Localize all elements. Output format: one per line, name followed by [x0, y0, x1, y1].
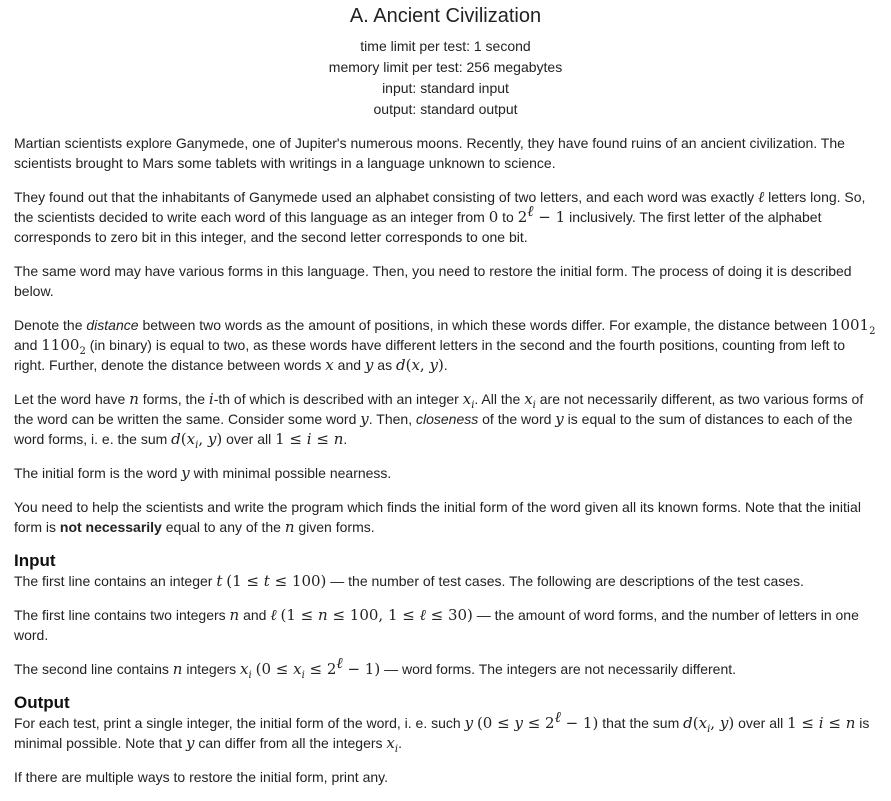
statement-paragraph: Martian scientists explore Ganymede, one of Jupiter's numerous moons. Recently, they have found ruins of an ancient civilization. The scientists brought to Mars some tablets with writings in a language unknown to science.	[14, 135, 845, 171]
statement-paragraph: Let the word have n forms, the i-th of which is described with an integer $x_i$. All the $x_i$ are not necessarily different, as two various forms of the word can be written the same. Consider some word y. Then, closeness of the word y is equal to the sum of distances to each of the word forms, i. e. the sum $d(x_i$, y) over all 1 ≤ i ≤ n.	[14, 390, 864, 451]
statement-paragraph: Denote the distance between two words as the amount of positions, in which these words differ. For example, the distance between $1001_2$ and $1100_2$ (in binary) is equal to two, as these words have different letters in the second and the fourth positions, counting from left to right. Further, denote the distance between words x and y as d(x, y).	[14, 316, 876, 374]
statement-paragraph: The initial form is the word y with minimal possible nearness.	[14, 464, 392, 482]
input-heading: Input	[14, 551, 56, 570]
output-section	[14, 693, 879, 787]
input-paragraph: The first line contains an integer t (1 ≤ t ≤ 100) — the number of test cases. The following are descriptions of the test cases.	[14, 572, 804, 590]
memory-limit: memory limit per test: 256 megabytes	[328, 59, 563, 75]
input-paragraph: The second line contains n integers $x_i$ $(0 \le x_i \le 2^\ell - 1)$ — word forms. The integers are not necessarily different.	[14, 654, 737, 681]
output-paragraph: If there are multiple ways to restore the initial form, print any.	[14, 769, 389, 785]
problem-title: A. Ancient Civilization	[349, 5, 542, 27]
output-file: output: standard output	[373, 101, 518, 117]
input-file: input: standard input	[382, 80, 509, 96]
statement-paragraph: You need to help the scientists and write the program which finds the initial form of the word given all its known forms. Note that the initial form is not necessarily equal to any of the n given forms.	[14, 499, 861, 536]
output-heading: Output	[14, 693, 70, 712]
problem-statement	[14, 133, 879, 801]
output-paragraph: For each test, print a single integer, the initial form of the word, i. e. such y $(0 \le y \le 2^\ell - 1)$ that the sum $d(x_i$, y) over all 1 ≤ i ≤ n is minimal possible. Note that y can differ from all the integers $x_i$.	[14, 708, 870, 755]
input-paragraph: The first line contains two integers n and ℓ (1 ≤ n ≤ 100, 1 ≤ ℓ ≤ 30) — the amount of word forms, and the number of letters in one word.	[14, 606, 859, 643]
statement-paragraph: They found out that the inhabitants of Ganymede used an alphabet consisting of two letters, and each word was exactly ℓ letters long. So, the scientists decided to write each word of this language as an integer from 0 to $2^\ell - 1$ inclusively. The first letter of the alphabet corresponds to zero bit in this integer, and the second letter corresponds to one bit.	[14, 188, 866, 245]
time-limit: time limit per test: 1 second	[360, 38, 531, 54]
input-section	[14, 551, 879, 679]
problem-header	[0, 0, 891, 120]
statement-paragraph: The same word may have various forms in this language. Then, you need to restore the initial form. The process of doing it is described below.	[14, 263, 852, 299]
